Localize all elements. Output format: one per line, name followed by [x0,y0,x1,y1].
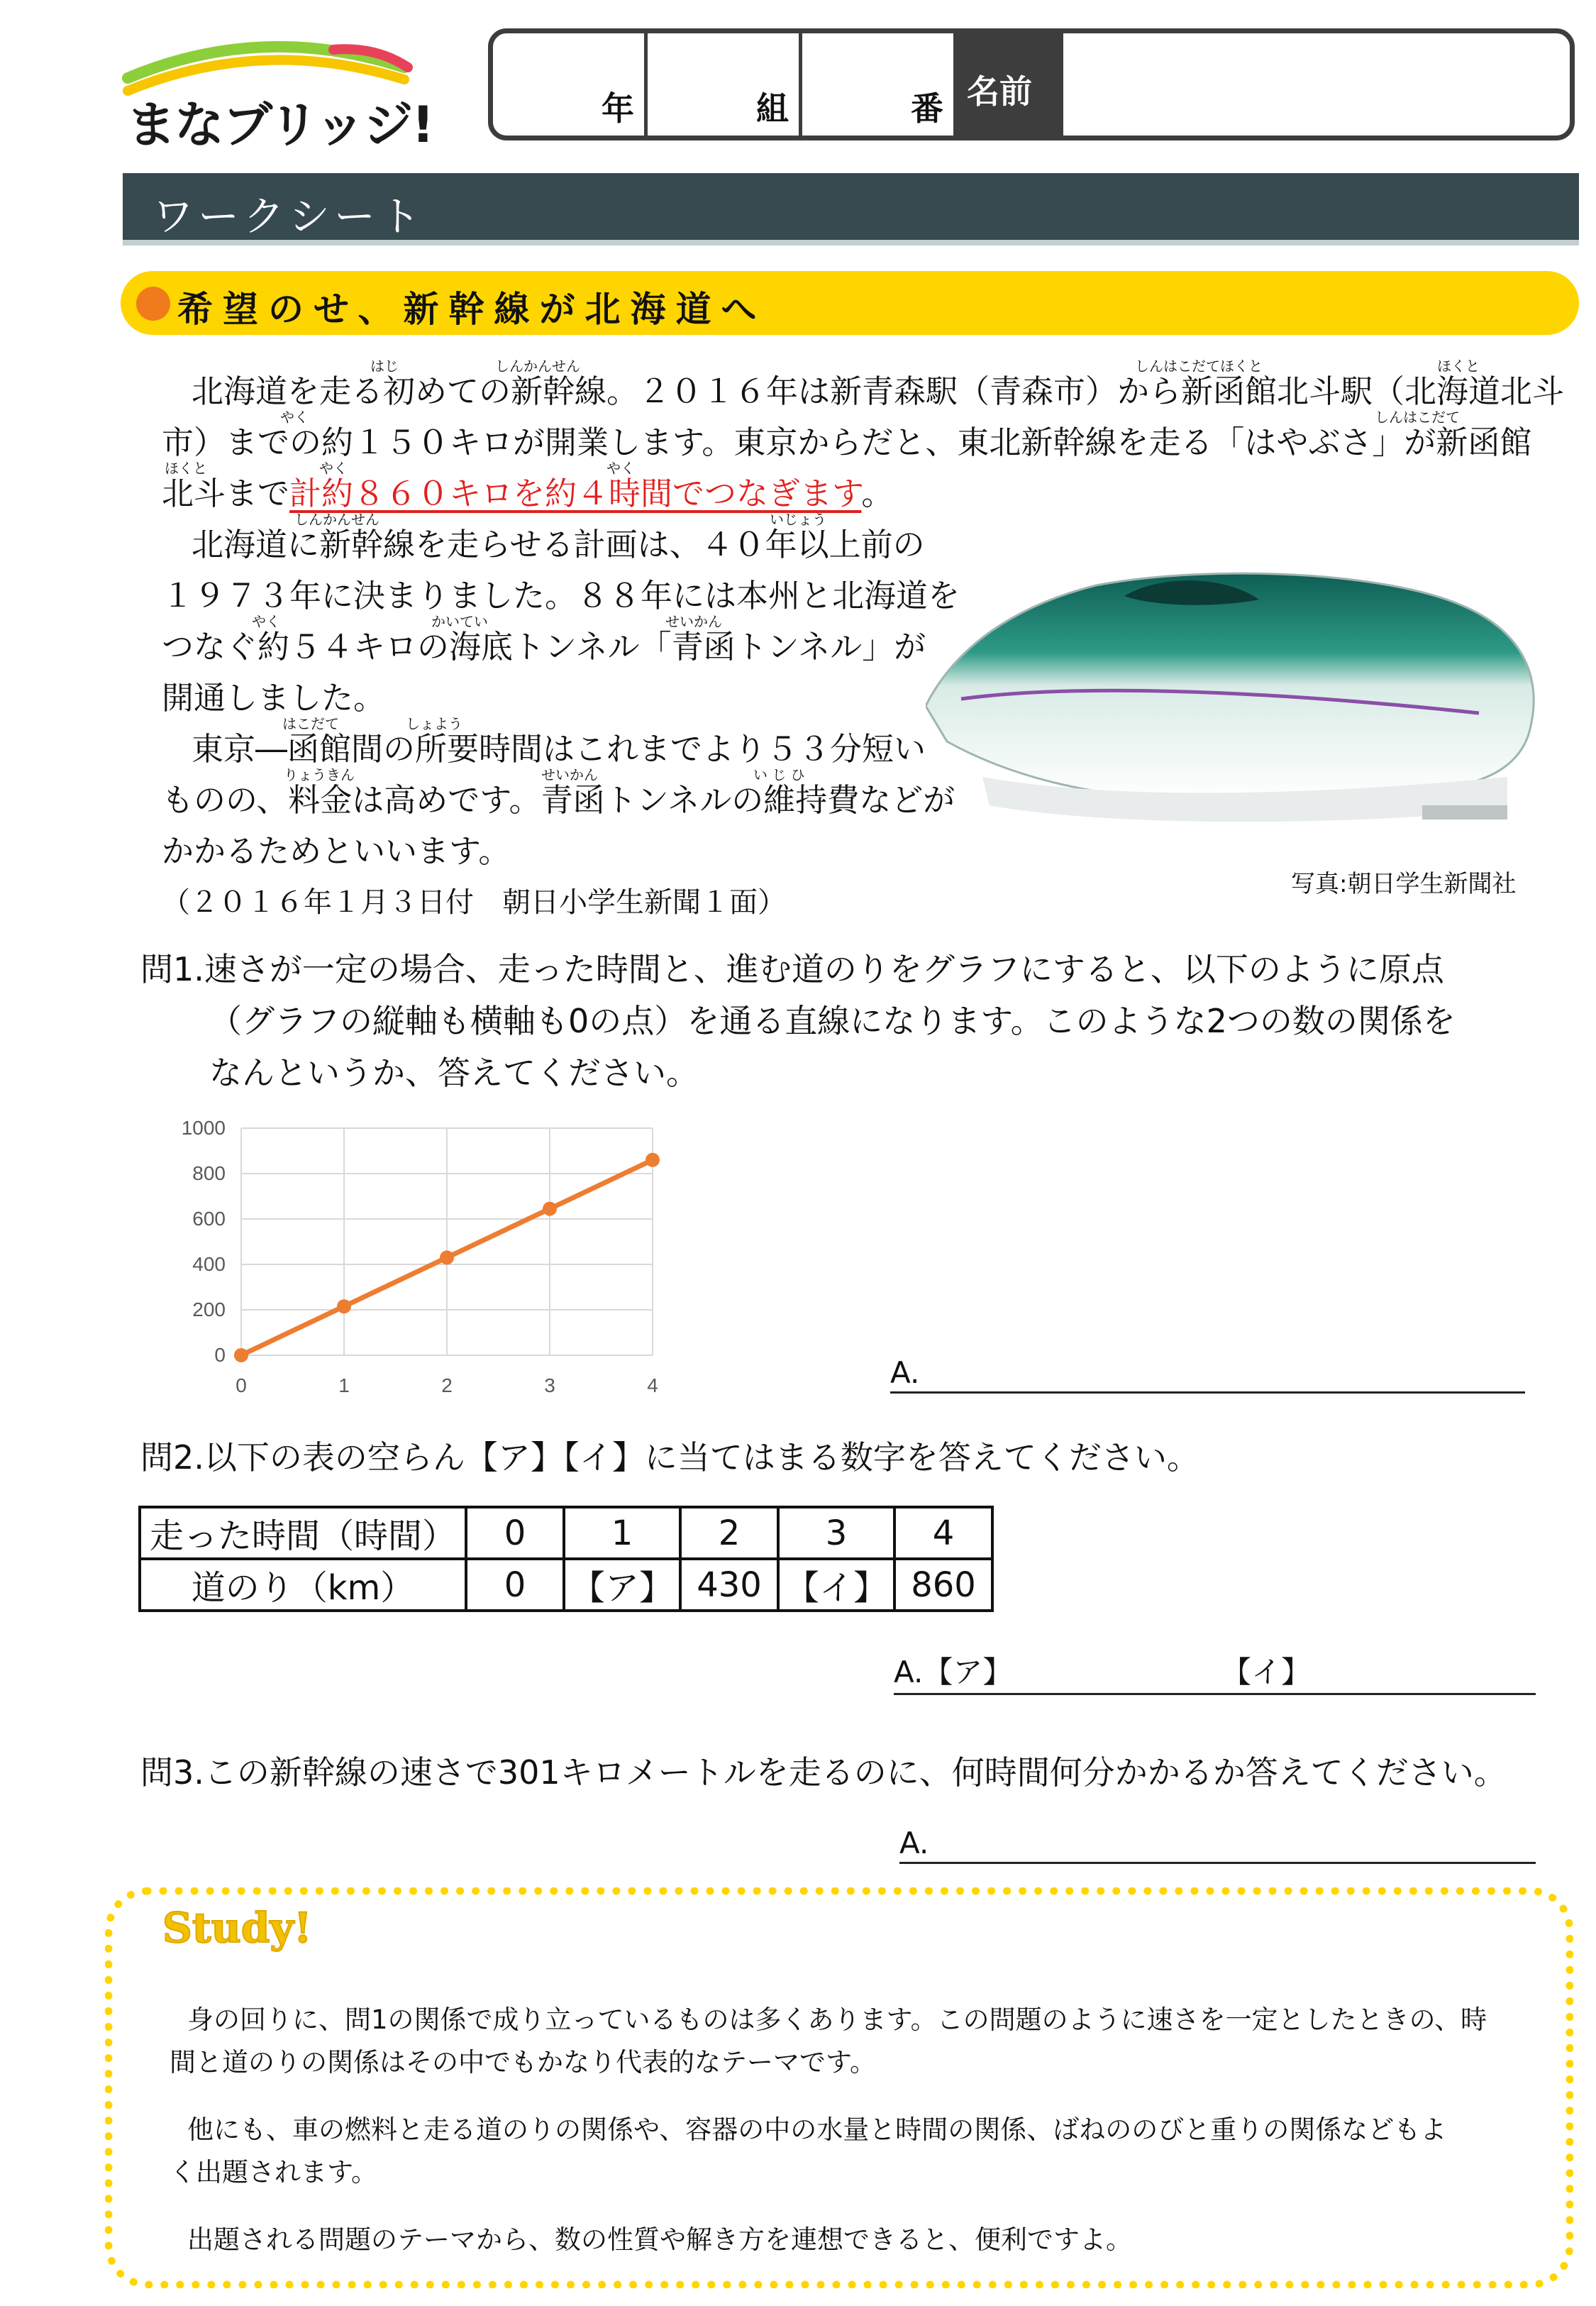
y-tick-label: 600 [192,1208,226,1230]
study-text: 身の回りに、問1の関係で成り立っているものは多くあります。この問題のように速さを一定としたときの、時 [187,2004,1487,2035]
ruby: しょよう [406,715,462,732]
ruby: しんはこだてほくと [1135,358,1263,375]
table-cell: 430 [680,1559,778,1611]
logo-text: まなブリッジ! [126,96,433,154]
y-tick-label: 400 [192,1253,226,1275]
data-point [543,1202,557,1216]
table-cell: 4 [894,1507,992,1559]
ruby: いじょう [770,511,826,528]
table-cell: 走った時間（時間） [140,1507,466,1559]
study-text: 他にも、車の燃料と走る道のりの関係や、容器の中の水量と時間の関係、ばねののびと重りの関係などもよ [187,2114,1447,2145]
x-tick-label: 3 [544,1374,555,1396]
shinkansen-train-photo [926,564,1543,848]
article-line: 市）までの約１５０キロが開業します。東京からだと、東北新幹線を走る「はやぶさ」が新函館 [162,424,1532,461]
ruby: はじ [370,358,399,375]
answer-label: A. [890,1355,920,1390]
data-point [234,1348,248,1362]
number-field[interactable] [802,33,957,136]
data-point [645,1153,660,1167]
article-line [162,468,893,514]
table-cell: 1 [564,1507,680,1559]
answer-label-i: 【イ】 [1221,1655,1312,1689]
grade-label: 年 [602,89,634,128]
question-3: 問3.この新幹線の速さで301キロメートルを走るのに、何時間何分かかるか答えてください。 [140,1753,1507,1792]
y-tick-label: 200 [192,1298,226,1320]
answer-line-q1[interactable] [890,1355,1525,1394]
ruby: やく [606,460,635,477]
question-2: 問2.以下の表の空らん【ア】【イ】に当てはまる数字を答えてください。 [140,1438,1199,1477]
study-text: く出題されます。 [170,2157,378,2188]
article-line: 北海道を走る初めての新幹線。２０１６年は新青森駅（青森市）から新函館北斗駅（北海道北斗 [192,373,1565,410]
data-point [440,1250,454,1264]
y-tick-label: 800 [192,1162,226,1184]
x-tick-label: 0 [235,1374,247,1396]
table-cell: 2 [680,1507,778,1559]
y-tick-label: 1000 [181,1117,226,1139]
question-1-line: なんというか、答えてください。 [209,1054,699,1092]
name-label-cell [957,33,1063,136]
table-cell: 3 [778,1507,894,1559]
article-text: 。 [861,475,894,512]
ruby: ほくと [165,460,207,477]
name-field[interactable] [1063,33,1570,136]
question-1-line: （グラフの縦軸も横軸も0の点）を通る直線になります。このような2つの数の関係を [209,1002,1456,1040]
worksheet-title-bar [123,173,1579,246]
x-tick-label: 1 [338,1374,350,1396]
topic-bar [121,271,1579,335]
data-point [337,1299,351,1313]
table-cell: 860 [894,1559,992,1611]
article-line: かかるためといいます。 [162,832,511,870]
ruby: はこだて [282,715,339,732]
ruby: りょうきん [284,766,355,783]
table-cell: 0 [466,1559,564,1611]
distance-time-table [138,1506,994,1612]
study-text: 出題される問題のテーマから、数の性質や解き方を連想できると、便利ですよ。 [187,2224,1132,2255]
study-box [105,1887,1573,2288]
question-1-line: 問1.速さが一定の場合、走った時間と、進む道のりをグラフにすると、以下のように原点 [140,950,1444,988]
x-axis-ticks [235,1374,658,1396]
distance-time-chart [142,1103,681,1401]
ruby: ほくと [1437,358,1480,375]
answer-line-q3[interactable] [899,1826,1536,1864]
y-tick-label: 0 [214,1344,226,1366]
ruby: しんかんせん [495,358,580,375]
ruby: しんはこだて [1375,409,1460,426]
article-line: 北海道に新幹線を走らせる計画は、４０年以上前の [192,526,925,563]
topic-title: 希望のせ、新幹線が北海道へ [177,289,767,330]
article-source: （２０１６年１月３日付 朝日小学生新聞１面） [162,886,786,919]
y-axis-ticks [182,1117,226,1366]
bullet-dot-icon [136,287,170,321]
ruby: しんかんせん [294,511,379,528]
table-cell-blank-i: 【イ】 [778,1559,894,1611]
worksheet-title: ワークシート [153,192,426,241]
table-row [140,1559,992,1611]
answer-label: A.【ア】 [894,1655,1013,1689]
ruby: い じ ひ [753,766,805,783]
name-label: 名前 [967,72,1032,111]
table-cell: 0 [466,1507,564,1559]
ruby: かいてい [431,613,488,630]
x-tick-label: 2 [441,1374,453,1396]
table-row [140,1507,992,1559]
article-line: １９７３年に決まりました。８８年には本州と北海道を [162,577,960,614]
answer-label: A. [899,1826,929,1860]
grade-field[interactable] [493,33,648,136]
photo-credit: 写真:朝日学生新聞社 [1291,870,1517,898]
ruby: せいかん [665,613,722,630]
number-label: 番 [911,89,943,128]
highlighted-text: 計約８６０キロを約４時間でつなぎます [289,475,862,512]
logo [121,28,433,154]
table-cell-blank-a: 【ア】 [564,1559,680,1611]
ruby: やく [319,460,348,477]
article-line: つなぐ約５４キロの海底トンネル「青函トンネル」が [162,628,926,666]
class-field[interactable] [648,33,802,136]
study-title: Study! [162,1904,312,1952]
class-label: 組 [756,89,789,128]
x-tick-label: 4 [647,1374,658,1396]
article-text: 北斗まで [162,475,290,512]
answer-line-q2[interactable] [894,1655,1536,1695]
ruby: やく [280,409,309,426]
article-line: ものの、料金は高めです。青函トンネルの維持費などが [162,781,955,819]
chart-grid [241,1128,653,1355]
table-cell: 道のり（km） [140,1559,466,1611]
student-info-box [488,28,1575,140]
article-line: 東京―函館間の所要時間はこれまでより５３分短い [192,730,926,768]
article-line: 開通しました。 [162,679,386,717]
study-text: 間と道のりの関係はその中でもかなり代表的なテーマです。 [170,2047,877,2078]
ruby: せいかん [541,766,598,783]
ruby: やく [252,613,280,630]
